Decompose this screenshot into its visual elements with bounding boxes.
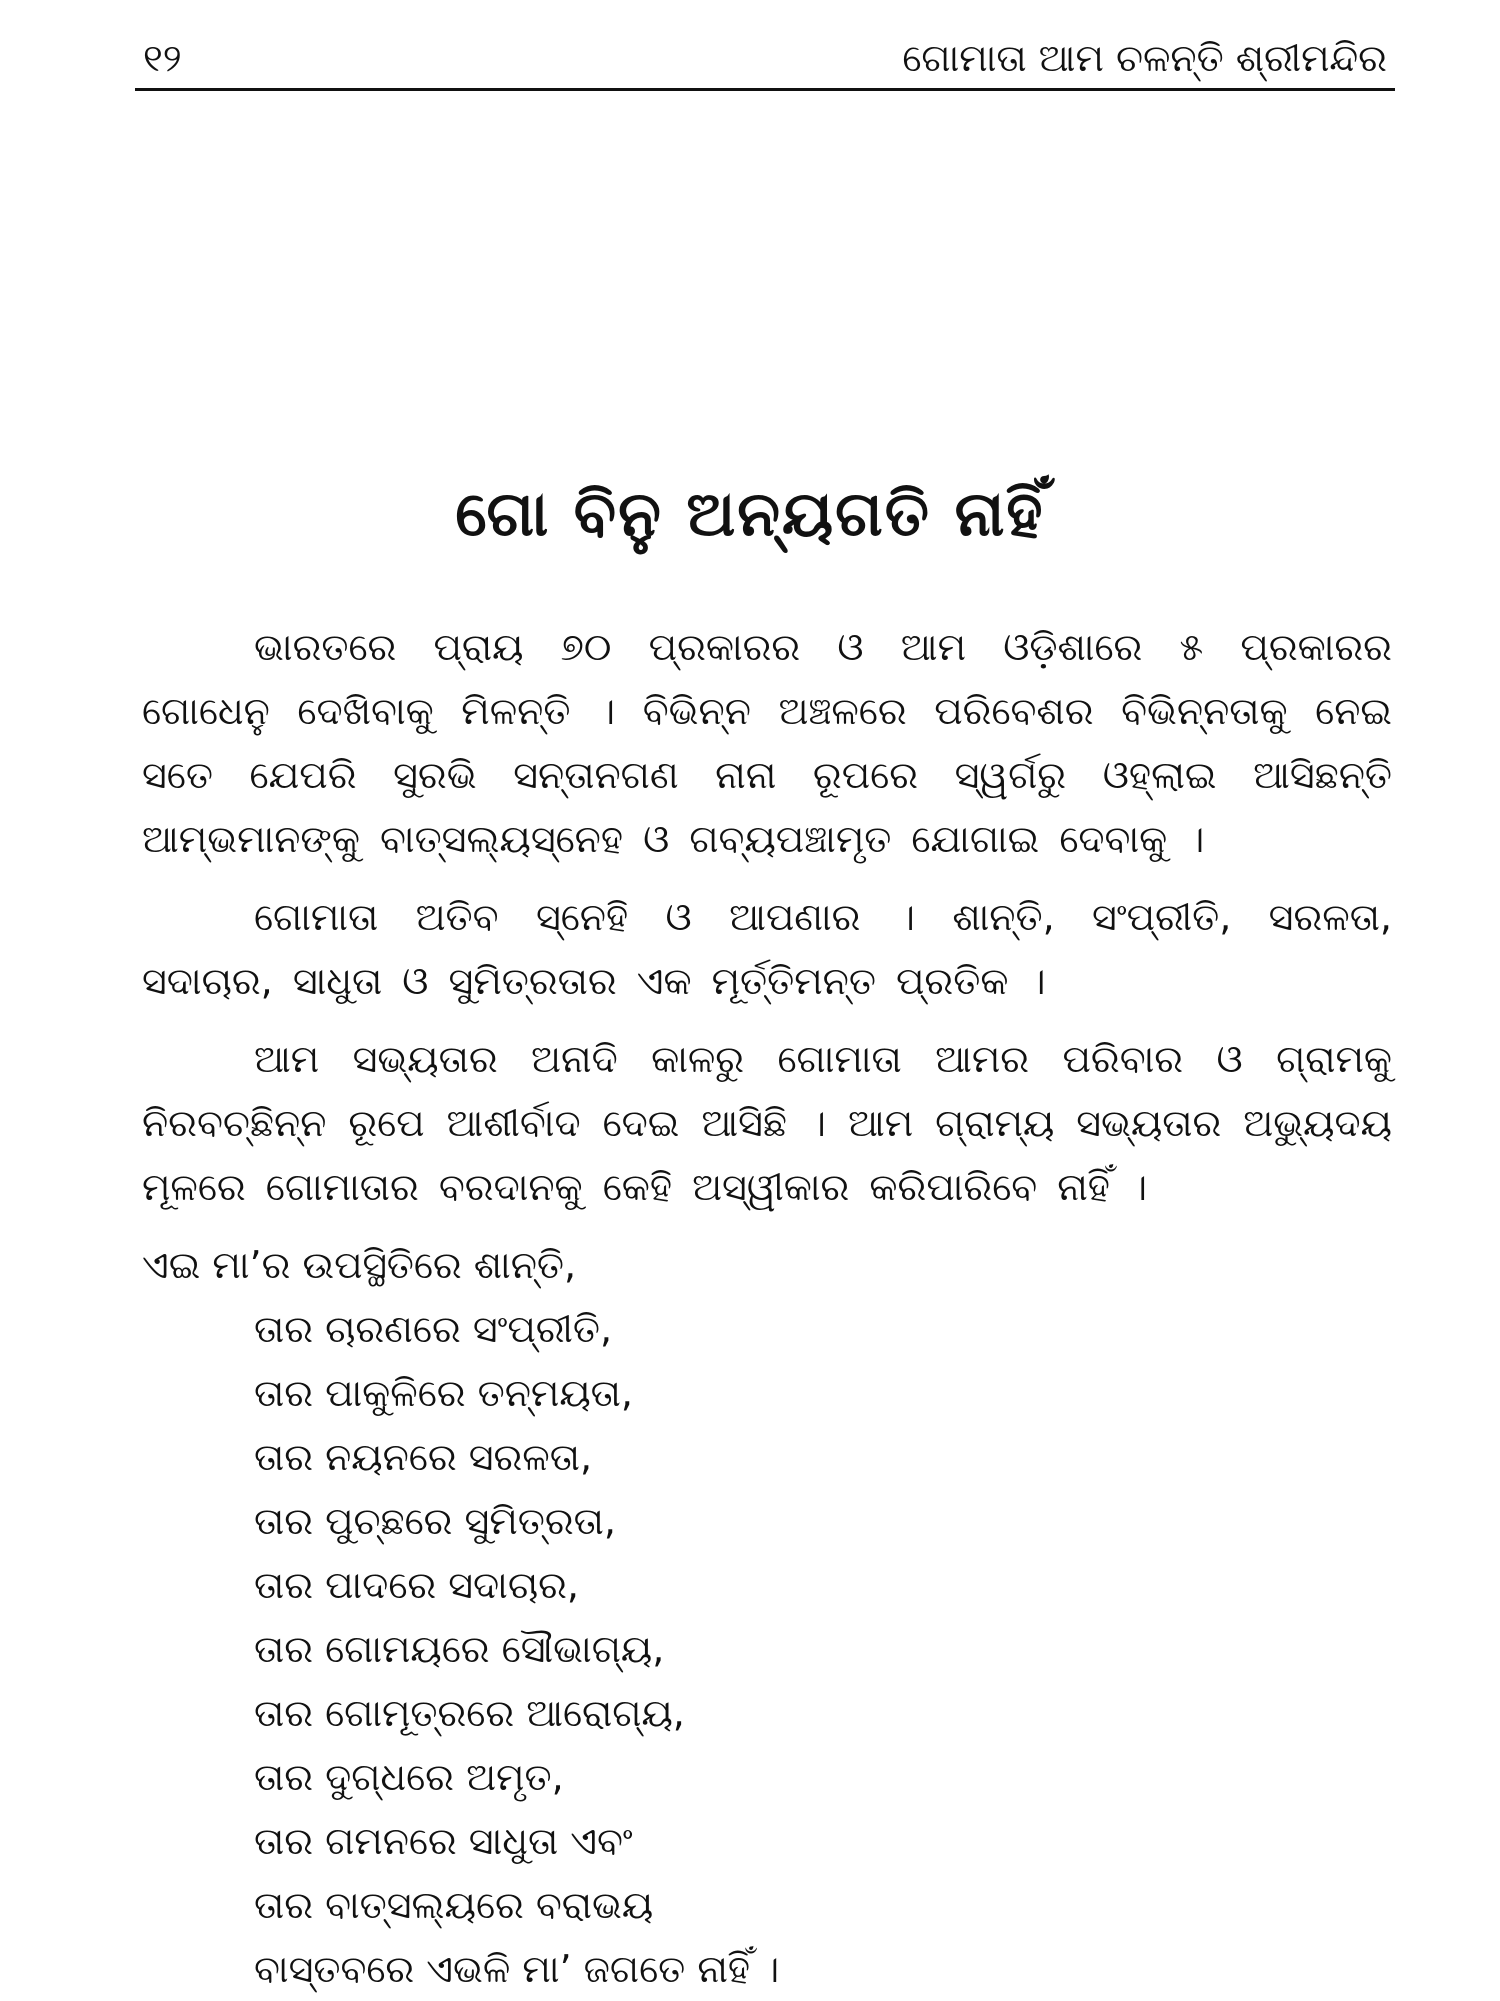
verse-line: ତାର ବାତ୍ସଲ୍ୟରେ ବରାଭୟ [254,1883,654,1927]
verse-line: ତାର ଗୋମୟରେ ସୌଭାଗ୍ୟ, [254,1627,665,1671]
paragraph: ଆମ ସଭ୍ୟତାର ଅନାଦି କାଳରୁ ଗୋମାତା ଆମର ପରିବାର ଓ ଗ୍ରାମକୁ ନିରବଚ୍ଛିନ୍ନ ରୂପେ ଆଶୀର୍ବାଦ ଦେଇ ଆସିଛି । ଆମ ଗ୍ରାମ୍ୟ ସଭ୍ୟତାର ଅଭ୍ୟୁଦୟ ମୂଳରେ ଗୋମାତାର ବରଦାନକୁ କେହି ଅସ୍ୱୀକାର କରିପାରିବେ ନାହିଁ । [142,1037,1392,1209]
verse-line: ତାର ଗୋମୂତ୍ରରେ ଆରୋଗ୍ୟ, [254,1691,685,1735]
verse-list [142,1297,1392,2001]
chapter-title: ଗୋ ବିନୁ ଅନ୍ୟଗତି ନାହିଁ [455,476,1045,550]
running-title: ଗୋମାତା ଆମ ଚଳନ୍ତି ଶ୍ରୀମନ୍ଦିର [902,36,1387,80]
verse-line: ତାର ଦୁଗ୍ଧରେ ଅମୃତ, [254,1755,564,1799]
paragraph: ଗୋମାତା ଅତିବ ସ୍ନେହି ଓ ଆପଣାର । ଶାନ୍ତି, ସଂପ୍ରୀତି, ସରଳତା, ସଦାଚାର, ସାଧୁତା ଓ ସୁମିତ୍ରତାର ଏକ ମୂର୍ତ୍ତିମନ୍ତ ପ୍ରତିକ । [142,895,1392,1003]
header-divider [135,88,1395,91]
verse-line: ତାର ପାକୁଳିରେ ତନ୍ମୟତା, [254,1371,633,1415]
verse-lead-line: ଏଇ ମା’ର ଉପସ୍ଥିତିରେ ଶାନ୍ତି, [142,1243,577,1287]
verse-line: ତାର ଗମନରେ ସାଧୁତା ଏବଂ [254,1819,633,1863]
verse-line: ତାର ପୁଚ୍ଛରେ ସୁମିତ୍ରତା, [254,1499,616,1543]
verse-line: ତାର ନୟନରେ ସରଳତା, [254,1435,593,1479]
verse-line: ବାସ୍ତବରେ ଏଭଳି ମା’ ଜଗତେ ନାହିଁ । [254,1947,780,1991]
paragraph: ଭାରତରେ ପ୍ରାୟ ୭୦ ପ୍ରକାରର ଓ ଆମ ଓଡ଼ିଶାରେ ୫ ପ୍ରକାରର ଗୋଧେନୁ ଦେଖିବାକୁ ମିଳନ୍ତି । ବିଭିନ୍ନ ଅଞ୍ଚଳରେ ପରିବେଶର ବିଭିନ୍ନତାକୁ ନେଇ ସତେ ଯେପରି ସୁରଭି ସନ୍ତାନଗଣ ନାନା ରୂପରେ ସ୍ୱର୍ଗରୁ ଓହ୍ଲାଇ ଆସିଛନ୍ତି ଆମ୍ଭମାନଙ୍କୁ ବାତ୍ସଲ୍ୟସ୍ନେହ ଓ ଗବ୍ୟପଞ୍ଚାମୃତ ଯୋଗାଇ ଦେବାକୁ । [142,625,1392,861]
verse-line: ତାର ଚାରଣରେ ସଂପ୍ରୀତି, [254,1307,613,1351]
chapter-body [142,615,1392,2001]
page-header [135,28,1395,90]
verse-line: ତାର ପାଦରେ ସଦାଚାର, [254,1563,580,1607]
page-number: ୧୨ [143,36,182,80]
